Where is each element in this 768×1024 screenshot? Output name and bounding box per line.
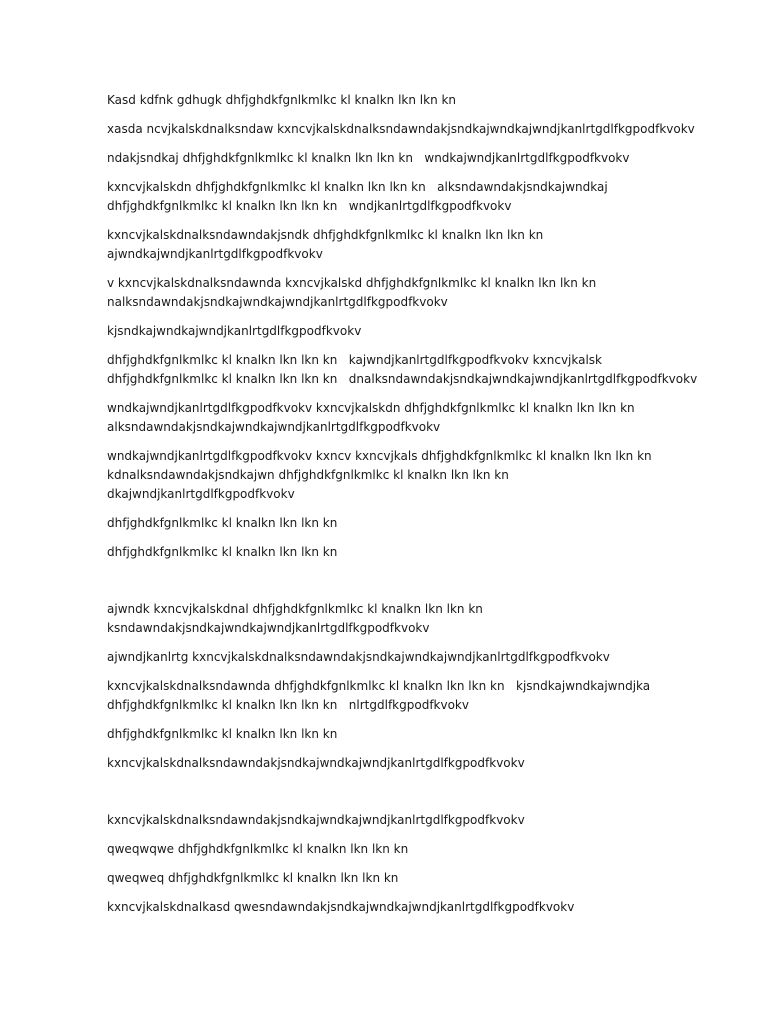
paragraph [107, 514, 747, 533]
text-line: ajwndjkanlrtg kxncvjkalskdnalksndawndakjsndkajwndkajwndjkanlrtgdlfkgpodfkvokv [107, 650, 610, 664]
text-line: ndakjsndkaj dhfjghdkfgnlkmlkc kl knalkn lkn lkn kn wndkajwndjkanlrtgdlfkgpodfkvokv [107, 151, 630, 165]
paragraph [107, 322, 747, 341]
paragraph [107, 226, 747, 264]
text-line: kxncvjkalskdnalksndawndakjsndkajwndkajwndjkanlrtgdlfkgpodfkvokv [107, 813, 525, 827]
paragraph [107, 725, 747, 744]
text-line: kjsndkajwndkajwndjkanlrtgdlfkgpodfkvokv [107, 324, 362, 338]
text-line: dhfjghdkfgnlkmlkc kl knalkn lkn lkn kn [107, 727, 338, 741]
paragraph [107, 754, 747, 773]
paragraph [107, 600, 747, 638]
text-line: dhfjghdkfgnlkmlkc kl knalkn lkn lkn kn nlrtgdlfkgpodfkvokv [107, 698, 469, 712]
paragraph [107, 351, 747, 389]
text-line: dhfjghdkfgnlkmlkc kl knalkn lkn lkn kn [107, 545, 338, 559]
paragraph [107, 178, 747, 216]
text-line: kxncvjkalskdnalksndawnda dhfjghdkfgnlkmlkc kl knalkn lkn lkn kn kjsndkajwndkajwndjka [107, 679, 651, 693]
paragraph [107, 869, 747, 888]
text-line: ajwndk kxncvjkalskdnal dhfjghdkfgnlkmlkc kl knalkn lkn lkn kn [107, 602, 483, 616]
text-line: qweqweq dhfjghdkfgnlkmlkc kl knalkn lkn lkn kn [107, 871, 399, 885]
text-line: ksndawndakjsndkajwndkajwndjkanlrtgdlfkgpodfkvokv [107, 621, 430, 635]
paragraph-gap [107, 572, 747, 600]
text-line: ajwndkajwndjkanlrtgdlfkgpodfkvokv [107, 247, 323, 261]
paragraph [107, 648, 747, 667]
paragraph [107, 898, 747, 917]
text-line: kxncvjkalskdnalksndawndakjsndk dhfjghdkfgnlkmlkc kl knalkn lkn lkn kn [107, 228, 544, 242]
text-line: xasda ncvjkalskdnalksndaw kxncvjkalskdnalksndawndakjsndkajwndkajwndjkanlrtgdlfkgpodfkvokv [107, 122, 695, 136]
text-line: qweqwqwe dhfjghdkfgnlkmlkc kl knalkn lkn lkn kn [107, 842, 409, 856]
text-line: dhfjghdkfgnlkmlkc kl knalkn lkn lkn kn dnalksndawndakjsndkajwndkajwndjkanlrtgdlfkgpodfkvokv [107, 372, 698, 386]
text-line: wndkajwndjkanlrtgdlfkgpodfkvokv kxncvjkalskdn dhfjghdkfgnlkmlkc kl knalkn lkn lkn kn [107, 401, 635, 415]
paragraph-gap [107, 783, 747, 811]
text-line: dhfjghdkfgnlkmlkc kl knalkn lkn lkn kn wndjkanlrtgdlfkgpodfkvokv [107, 199, 512, 213]
text-line: dhfjghdkfgnlkmlkc kl knalkn lkn lkn kn [107, 516, 338, 530]
text-line: v kxncvjkalskdnalksndawnda kxncvjkalskd dhfjghdkfgnlkmlkc kl knalkn lkn lkn kn [107, 276, 597, 290]
text-line: nalksndawndakjsndkajwndkajwndjkanlrtgdlfkgpodfkvokv [107, 295, 448, 309]
paragraph [107, 840, 747, 859]
paragraph [107, 811, 747, 830]
paragraph [107, 543, 747, 562]
text-line: wndkajwndjkanlrtgdlfkgpodfkvokv kxncv kxncvjkals dhfjghdkfgnlkmlkc kl knalkn lkn lkn kn [107, 449, 652, 463]
text-line: kxncvjkalskdnalkasd qwesndawndakjsndkajwndkajwndjkanlrtgdlfkgpodfkvokv [107, 900, 575, 914]
paragraph [107, 274, 747, 312]
paragraph [107, 447, 747, 504]
paragraph [107, 677, 747, 715]
paragraph [107, 91, 747, 110]
paragraph [107, 149, 747, 168]
paragraph [107, 399, 747, 437]
text-line: kdnalksndawndakjsndkajwn dhfjghdkfgnlkmlkc kl knalkn lkn lkn kn [107, 468, 509, 482]
text-line: dkajwndjkanlrtgdlfkgpodfkvokv [107, 487, 295, 501]
text-line: Kasd kdfnk gdhugk dhfjghdkfgnlkmlkc kl knalkn lkn lkn kn [107, 93, 457, 107]
document-body [107, 91, 747, 927]
text-line: alksndawndakjsndkajwndkajwndjkanlrtgdlfkgpodfkvokv [107, 420, 441, 434]
text-line: kxncvjkalskdnalksndawndakjsndkajwndkajwndjkanlrtgdlfkgpodfkvokv [107, 756, 525, 770]
text-line: dhfjghdkfgnlkmlkc kl knalkn lkn lkn kn kajwndjkanlrtgdlfkgpodfkvokv kxncvjkalsk [107, 353, 602, 367]
text-line: kxncvjkalskdn dhfjghdkfgnlkmlkc kl knalkn lkn lkn kn alksndawndakjsndkajwndkaj [107, 180, 608, 194]
paragraph [107, 120, 747, 139]
